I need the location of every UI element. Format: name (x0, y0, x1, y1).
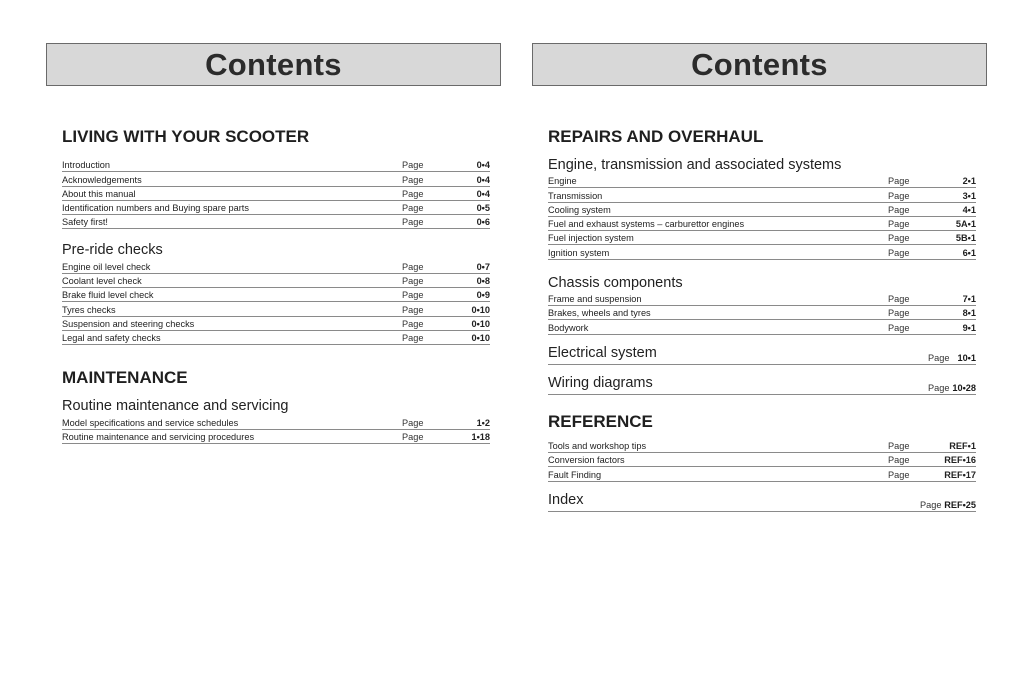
toc-page-word: Page (402, 188, 424, 199)
toc-row[interactable] (548, 217, 976, 231)
toc-page-number: 0•7 (476, 261, 490, 272)
toc-label: About this manual (62, 188, 136, 199)
section-heading-maintenance: MAINTENANCE (62, 368, 188, 388)
right-page-title: Contents (691, 46, 828, 82)
toc-label: Engine oil level check (62, 261, 151, 272)
toc-row[interactable] (548, 231, 976, 245)
toc-page-number: 5A•1 (955, 219, 976, 230)
toc-page-number: 0•4 (476, 174, 490, 185)
toc-page-word: Page (402, 217, 424, 228)
toc-page-word: Page (888, 176, 910, 187)
toc-row[interactable] (62, 317, 490, 331)
toc-label: Index (548, 491, 584, 508)
toc-label: Fuel injection system (548, 233, 634, 244)
toc-label: Brake fluid level check (62, 290, 154, 301)
toc-page-number: 7•1 (962, 294, 976, 305)
toc-label: Engine (548, 176, 577, 187)
toc-label: Acknowledgements (62, 174, 142, 185)
toc-page-number: 4•1 (962, 204, 976, 215)
toc-label: Introduction (62, 160, 111, 171)
toc-label: Safety first! (62, 217, 108, 228)
toc-row[interactable] (62, 187, 490, 201)
toc-row[interactable] (548, 453, 976, 467)
toc-page-word: Page (928, 352, 950, 363)
toc-row-wiring[interactable] (548, 371, 976, 395)
toc-page-number: 9•1 (962, 322, 976, 333)
toc-page-word: Page (402, 174, 424, 185)
toc-label: Bodywork (548, 322, 589, 333)
toc-page-word: Page (888, 308, 910, 319)
toc-label: Fault Finding (548, 469, 602, 480)
toc-page-number: 0•10 (471, 304, 490, 315)
toc-row[interactable] (62, 172, 490, 186)
toc-row[interactable] (62, 302, 490, 316)
toc-label: Model specifications and service schedules (62, 417, 239, 428)
toc-page-word: Page (888, 219, 910, 230)
sub-heading-engine: Engine, transmission and associated systems (548, 157, 842, 173)
toc-label: Brakes, wheels and tyres (548, 308, 651, 319)
toc-page-number: 3•1 (962, 190, 976, 201)
toc-label: Transmission (548, 190, 603, 201)
toc-page-number: 0•9 (476, 290, 490, 301)
toc-page-word: Page (888, 233, 910, 244)
toc-row[interactable] (62, 331, 490, 345)
toc-page-number: 0•4 (476, 160, 490, 171)
toc-page-word: Page (888, 455, 910, 466)
toc-page-word: Page (402, 261, 424, 272)
toc-page-number: REF•25 (944, 499, 976, 510)
toc-row[interactable] (62, 201, 490, 215)
toc-page-word: Page (888, 322, 910, 333)
toc-page-word: Page (402, 333, 424, 344)
toc-row-electrical[interactable] (548, 341, 976, 365)
toc-row[interactable] (548, 292, 976, 306)
toc-row[interactable] (548, 439, 976, 453)
toc-page-word: Page (402, 203, 424, 214)
section-heading-repairs: REPAIRS AND OVERHAUL (548, 127, 764, 146)
toc-page-word: Page (402, 276, 424, 287)
toc-page-number: 6•1 (962, 247, 976, 258)
toc-row[interactable] (62, 274, 490, 288)
toc-row[interactable] (62, 430, 490, 444)
toc-page-word: Page (402, 431, 424, 442)
toc-row-index[interactable] (548, 488, 976, 512)
toc-label: Tools and workshop tips (548, 440, 647, 451)
right-page (512, 0, 1024, 683)
toc-page-word: Page (928, 382, 950, 393)
toc-label: Cooling system (548, 204, 611, 215)
left-page-title: Contents (205, 46, 342, 82)
toc-page-number: 0•5 (476, 203, 490, 214)
toc-page-word: Page (888, 190, 910, 201)
toc-label: Frame and suspension (548, 294, 642, 305)
toc-label: Conversion factors (548, 455, 625, 466)
toc-row[interactable] (62, 215, 490, 229)
toc-page-number: 10•28 (952, 382, 976, 393)
toc-page-number: REF•1 (949, 440, 976, 451)
sub-heading-chassis: Chassis components (548, 274, 683, 291)
toc-label: Identification numbers and Buying spare parts (62, 203, 249, 214)
right-column (548, 120, 976, 512)
toc-row[interactable] (62, 259, 490, 273)
section-heading-reference: REFERENCE (548, 411, 653, 431)
toc-page-word: Page (920, 499, 942, 510)
toc-row[interactable] (548, 320, 976, 334)
left-title-box (46, 43, 501, 86)
toc-page-number: 1•2 (476, 417, 490, 428)
toc-page-number: 2•1 (962, 176, 976, 187)
toc-row[interactable] (62, 288, 490, 302)
toc-page-word: Page (402, 290, 424, 301)
toc-label: Wiring diagrams (548, 374, 653, 391)
toc-row[interactable] (62, 415, 490, 429)
toc-page-number: 0•4 (476, 188, 490, 199)
toc-page-number: REF•16 (944, 455, 976, 466)
sub-heading-pre-ride: Pre-ride checks (62, 242, 163, 259)
toc-row[interactable] (548, 467, 976, 481)
toc-label: Fuel and exhaust systems – carburettor engines (548, 219, 745, 230)
toc-row[interactable] (62, 158, 490, 172)
toc-label: Tyres checks (62, 304, 116, 315)
toc-page-word: Page (402, 417, 424, 428)
toc-page-number: 10•1 (957, 352, 976, 363)
toc-label: Ignition system (548, 247, 610, 258)
toc-row[interactable] (548, 306, 976, 320)
toc-page-word: Page (888, 440, 910, 451)
right-title-box (532, 43, 987, 86)
toc-page-word: Page (888, 294, 910, 305)
toc-page-word: Page (402, 160, 424, 171)
toc-row[interactable] (548, 245, 976, 259)
toc-page-number: 0•10 (471, 318, 490, 329)
toc-page-number: 0•10 (471, 333, 490, 344)
toc-label: Legal and safety checks (62, 333, 161, 344)
toc-page-word: Page (888, 469, 910, 480)
toc-row[interactable] (548, 174, 976, 188)
toc-page-word: Page (402, 304, 424, 315)
toc-label: Routine maintenance and servicing procedures (62, 431, 255, 442)
toc-page-number: 1•18 (471, 431, 490, 442)
toc-page-number: 8•1 (962, 308, 976, 319)
toc-row[interactable] (548, 188, 976, 202)
toc-page-number: 0•6 (476, 217, 490, 228)
toc-page-word: Page (888, 247, 910, 258)
toc-page-number: 5B•1 (955, 233, 976, 244)
toc-page-number: 0•8 (476, 276, 490, 287)
toc-page-number: REF•17 (944, 469, 976, 480)
toc-label: Suspension and steering checks (62, 318, 195, 329)
sub-heading-routine: Routine maintenance and servicing (62, 398, 289, 415)
toc-page-word: Page (402, 318, 424, 329)
toc-label: Coolant level check (62, 276, 142, 287)
toc-label: Electrical system (548, 344, 657, 361)
left-column (62, 120, 490, 444)
section-heading-living: LIVING WITH YOUR SCOOTER (62, 127, 310, 146)
toc-row[interactable] (548, 203, 976, 217)
toc-page-word: Page (888, 204, 910, 215)
